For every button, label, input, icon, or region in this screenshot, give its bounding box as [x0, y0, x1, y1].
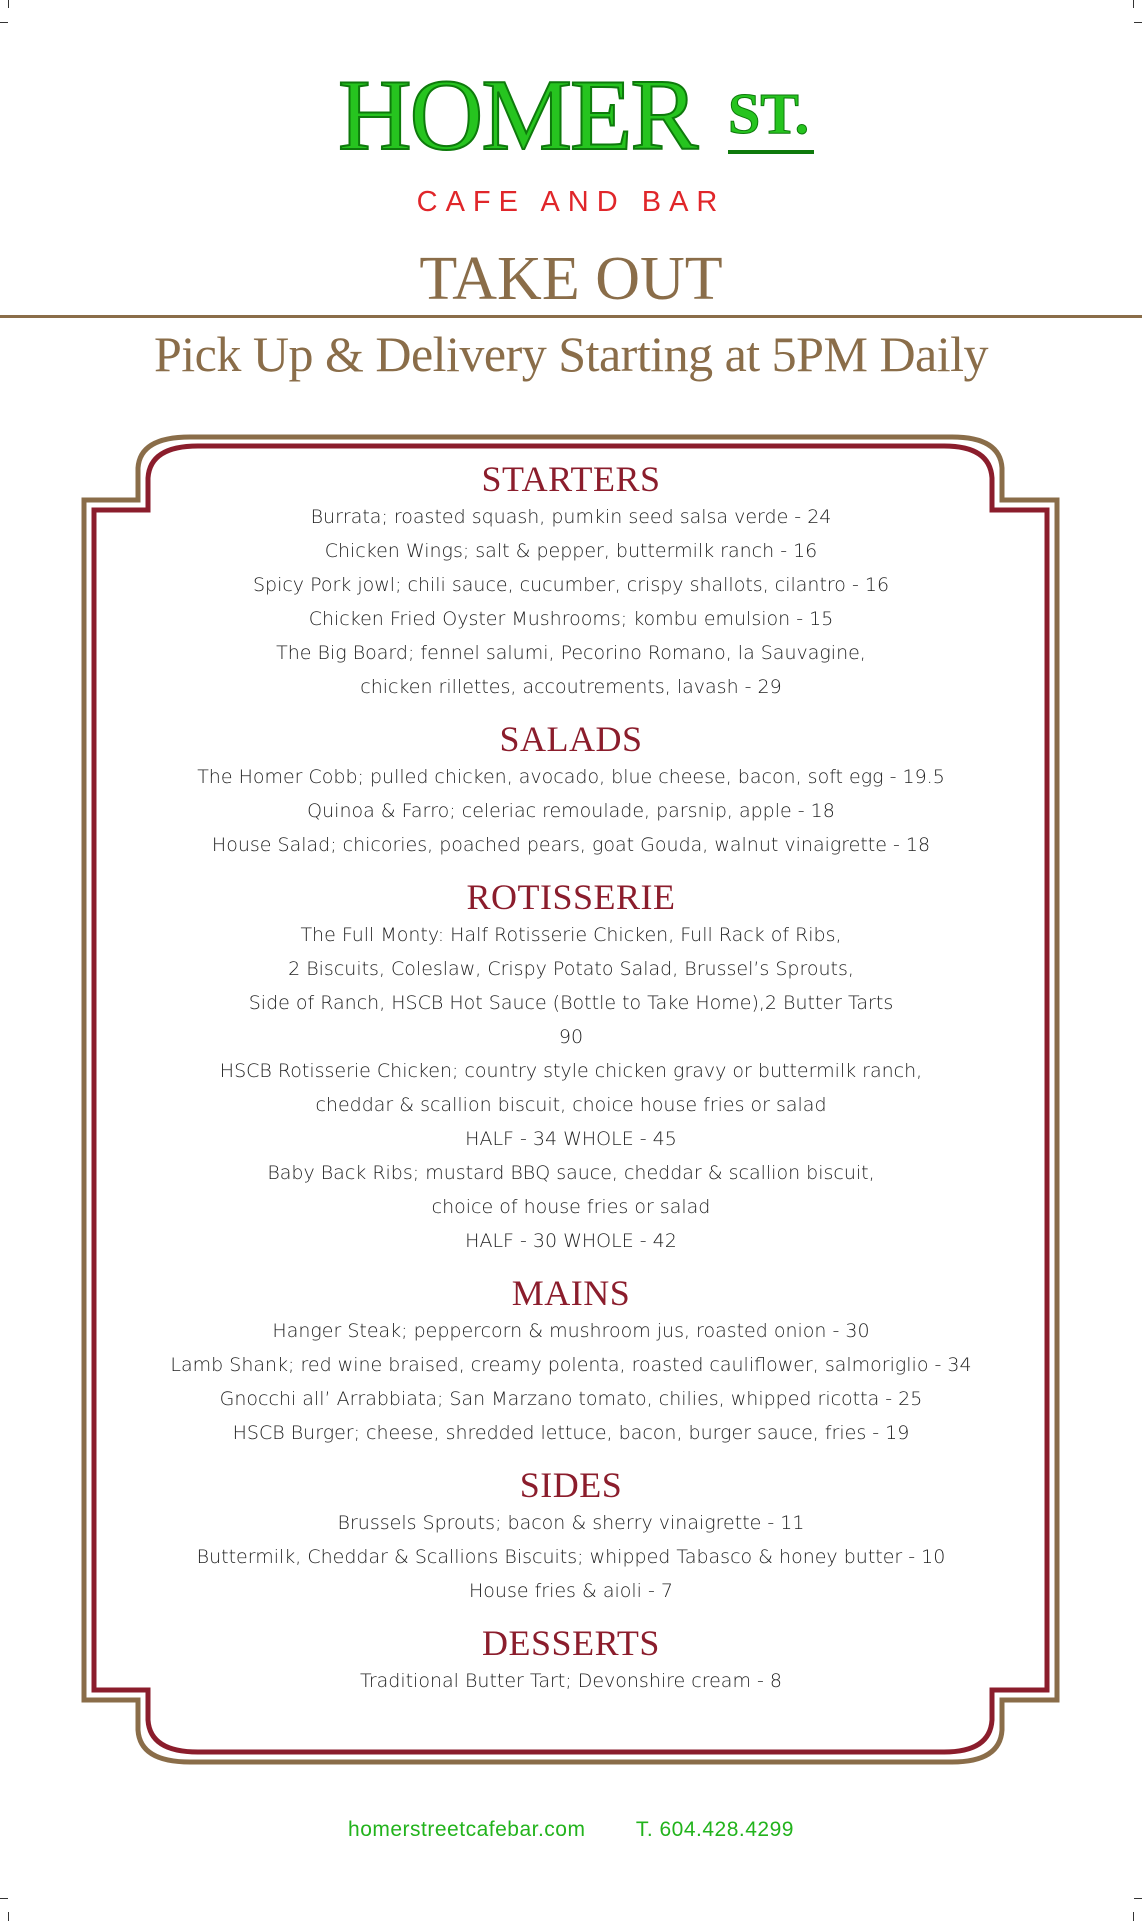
menu-item: House Salad; chicories, poached pears, goat Gouda, walnut vinaigrette - 18: [211, 834, 931, 856]
footer-website[interactable]: homerstreetcafebar.com: [348, 1818, 586, 1841]
crop-mark-tl-h: [0, 22, 8, 23]
crop-mark-br-v: [1133, 1912, 1134, 1921]
menu-section: [110, 1464, 1032, 1608]
brand-logo: [0, 59, 1142, 172]
menu-item: HALF - 34 WHOLE - 45: [465, 1128, 677, 1150]
crop-mark-bl-v: [8, 1912, 9, 1921]
section-title: SIDES: [519, 1465, 623, 1505]
menu-item: The Full Monty: Half Rotisserie Chicken, Full Rack of Ribs,: [300, 924, 842, 946]
menu: [110, 458, 1032, 1712]
menu-item: 90: [558, 1026, 584, 1048]
menu-item: The Homer Cobb; pulled chicken, avocado, blue cheese, bacon, soft egg - 19.5: [197, 766, 945, 788]
menu-item: HSCB Rotisserie Chicken; country style chicken gravy or buttermilk ranch,: [219, 1060, 923, 1082]
menu-item: House fries & aioli - 7: [469, 1580, 673, 1602]
menu-item: The Big Board; fennel salumi, Pecorino Romano, la Sauvagine,: [276, 642, 866, 664]
footer-phone: T. 604.428.4299: [635, 1818, 794, 1841]
title-divider: [0, 315, 1142, 318]
crop-mark-br-h: [1134, 1898, 1142, 1899]
crop-mark-tl-v: [8, 0, 9, 8]
footer: [0, 1818, 1142, 1842]
logo-st-underline: [728, 150, 814, 154]
menu-item: cheddar & scallion biscuit, choice house fries or salad: [315, 1094, 827, 1116]
section-title: MAINS: [511, 1273, 631, 1313]
menu-item: Burrata; roasted squash, pumkin seed salsa verde - 24: [310, 506, 832, 528]
section-title: STARTERS: [481, 459, 661, 499]
brand-tagline: CAFE AND BAR: [416, 186, 726, 218]
menu-item: Side of Ranch, HSCB Hot Sauce (Bottle to Take Home),2 Butter Tarts: [248, 992, 894, 1014]
menu-item: Buttermilk, Cheddar & Scallions Biscuits; whipped Tabasco & honey butter - 10: [196, 1546, 946, 1568]
crop-mark-tr-h: [1134, 22, 1142, 23]
menu-section: [110, 458, 1032, 704]
page-subtitle: Pick Up & Delivery Starting at 5PM Daily: [153, 326, 989, 382]
menu-item: Lamb Shank; red wine braised, creamy polenta, roasted cauliflower, salmoriglio - 34: [170, 1354, 972, 1376]
section-title: ROTISSERIE: [466, 877, 676, 917]
page-title: TAKE OUT: [419, 245, 723, 313]
menu-item: HALF - 30 WHOLE - 42: [465, 1230, 677, 1252]
crop-mark-bl-h: [0, 1898, 8, 1899]
menu-item: Brussels Sprouts; bacon & sherry vinaigrette - 11: [337, 1512, 805, 1534]
menu-item: Hanger Steak; peppercorn & mushroom jus, roasted onion - 30: [272, 1320, 870, 1342]
menu-section: [110, 1622, 1032, 1698]
logo-st: ST.: [728, 81, 810, 146]
menu-item: Traditional Butter Tart; Devonshire cream - 8: [360, 1670, 782, 1692]
menu-item: Gnocchi all’ Arrabbiata; San Marzano tomato, chilies, whipped ricotta - 25: [219, 1388, 923, 1410]
menu-item: choice of house fries or salad: [431, 1196, 711, 1218]
menu-item: HSCB Burger; cheese, shredded lettuce, bacon, burger sauce, fries - 19: [232, 1422, 910, 1444]
menu-section: [110, 876, 1032, 1258]
menu-item: Quinoa & Farro; celeriac remoulade, parsnip, apple - 18: [307, 800, 835, 822]
menu-item: chicken rillettes, accoutrements, lavash - 29: [360, 676, 782, 698]
menu-item: Baby Back Ribs; mustard BBQ sauce, cheddar & scallion biscuit,: [267, 1162, 875, 1184]
menu-item: Chicken Wings; salt & pepper, buttermilk ranch - 16: [324, 540, 818, 562]
menu-section: [110, 1272, 1032, 1450]
logo-wordmark: HOMER: [338, 59, 697, 172]
section-title: DESSERTS: [482, 1623, 660, 1663]
menu-item: Spicy Pork jowl; chili sauce, cucumber, crispy shallots, cilantro - 16: [252, 574, 890, 596]
menu-item: Chicken Fried Oyster Mushrooms; kombu emulsion - 15: [308, 608, 834, 630]
crop-mark-tr-v: [1133, 0, 1134, 8]
menu-section: [110, 718, 1032, 862]
menu-item: 2 Biscuits, Coleslaw, Crispy Potato Salad, Brussel’s Sprouts,: [288, 958, 854, 980]
section-title: SALADS: [499, 719, 643, 759]
